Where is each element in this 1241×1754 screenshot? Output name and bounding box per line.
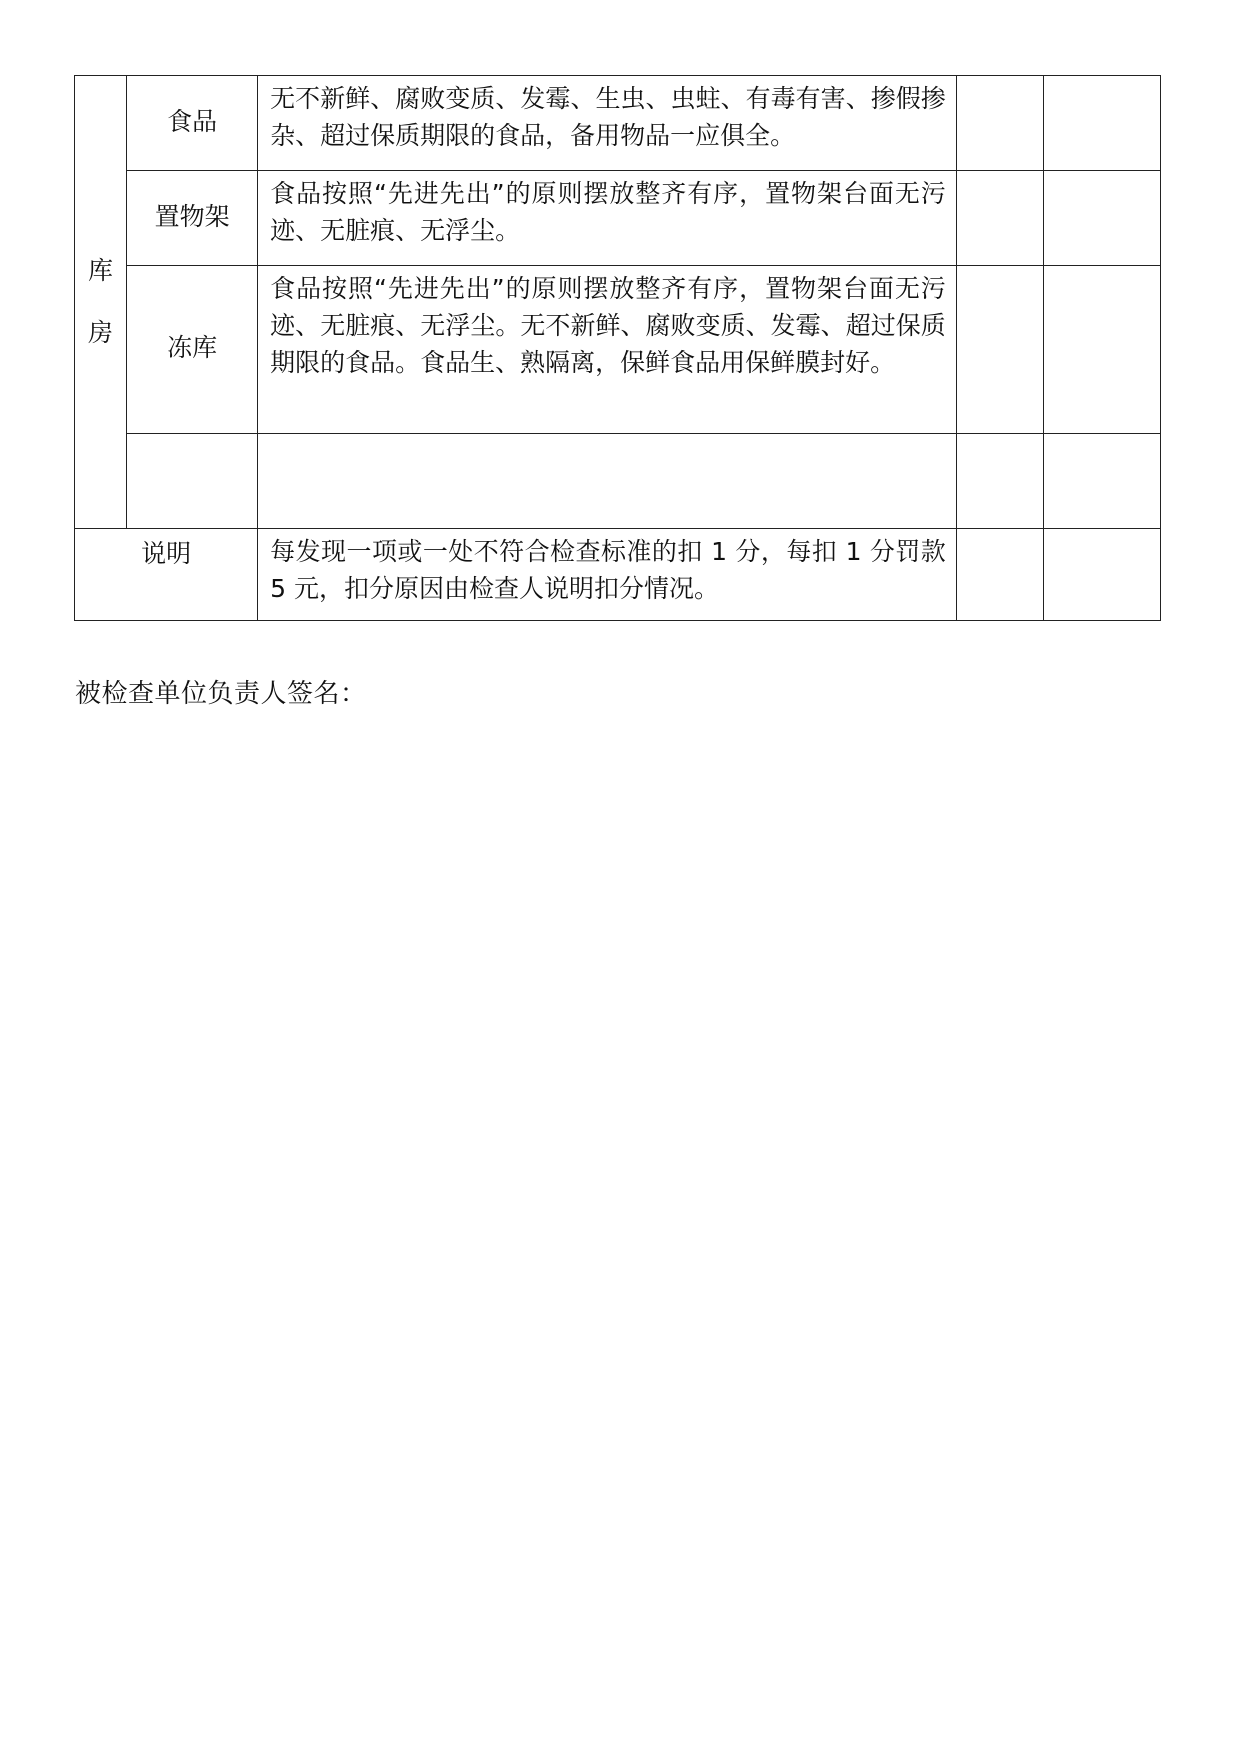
inspection-table: [74, 75, 1161, 621]
note-cell[interactable]: [1043, 266, 1160, 434]
explanation-label-cell: [75, 529, 258, 621]
explanation-text-cell: [258, 529, 957, 621]
note-cell[interactable]: [1043, 529, 1160, 621]
standard-text: 无不新鲜、腐败变质、发霉、生虫、虫蛀、有毒有害、掺假掺杂、超过保质期限的食品，备用物品一应俱全。: [270, 84, 946, 150]
table-row: [75, 434, 1161, 529]
note-cell[interactable]: [1043, 76, 1160, 171]
item-cell: [127, 76, 258, 171]
section-label: 库房: [88, 256, 114, 347]
score-cell[interactable]: [956, 266, 1043, 434]
score-cell[interactable]: [956, 171, 1043, 266]
standard-cell: [258, 266, 957, 434]
signature-label: 被检查单位负责人签名：: [75, 679, 367, 709]
item-label: 冻库: [167, 333, 218, 362]
note-cell[interactable]: [1043, 434, 1160, 529]
section-cell: [75, 76, 127, 529]
table-row: [75, 76, 1161, 171]
standard-text: [258, 434, 956, 438]
standard-cell: [258, 76, 957, 171]
explanation-text: 每发现一项或一处不符合检查标准的扣 1 分，每扣 1 分罚款 5 元，扣分原因由检查人说明扣分情况。: [270, 537, 946, 603]
note-cell[interactable]: [1043, 171, 1160, 266]
item-cell: [127, 266, 258, 434]
explanation-row: [75, 529, 1161, 621]
item-label: 置物架: [154, 201, 230, 231]
table-row: [75, 266, 1161, 434]
item-cell: [127, 171, 258, 266]
standard-text: 食品按照“先进先出”的原则摆放整齐有序，置物架台面无污迹、无脏痕、无浮尘。无不新鲜、腐败变质、发霉、超过保质期限的食品。食品生、熟隔离，保鲜食品用保鲜膜封好。: [270, 274, 946, 377]
standard-cell: [258, 171, 957, 266]
standard-cell[interactable]: [258, 434, 957, 529]
score-cell[interactable]: [956, 529, 1043, 621]
table-row: [75, 171, 1161, 266]
item-cell[interactable]: [127, 434, 258, 529]
explanation-label: 说明: [141, 539, 192, 568]
score-cell[interactable]: [956, 434, 1043, 529]
standard-text: 食品按照“先进先出”的原则摆放整齐有序，置物架台面无污迹、无脏痕、无浮尘。: [270, 179, 946, 245]
item-label: 食品: [167, 106, 218, 136]
score-cell[interactable]: [956, 76, 1043, 171]
